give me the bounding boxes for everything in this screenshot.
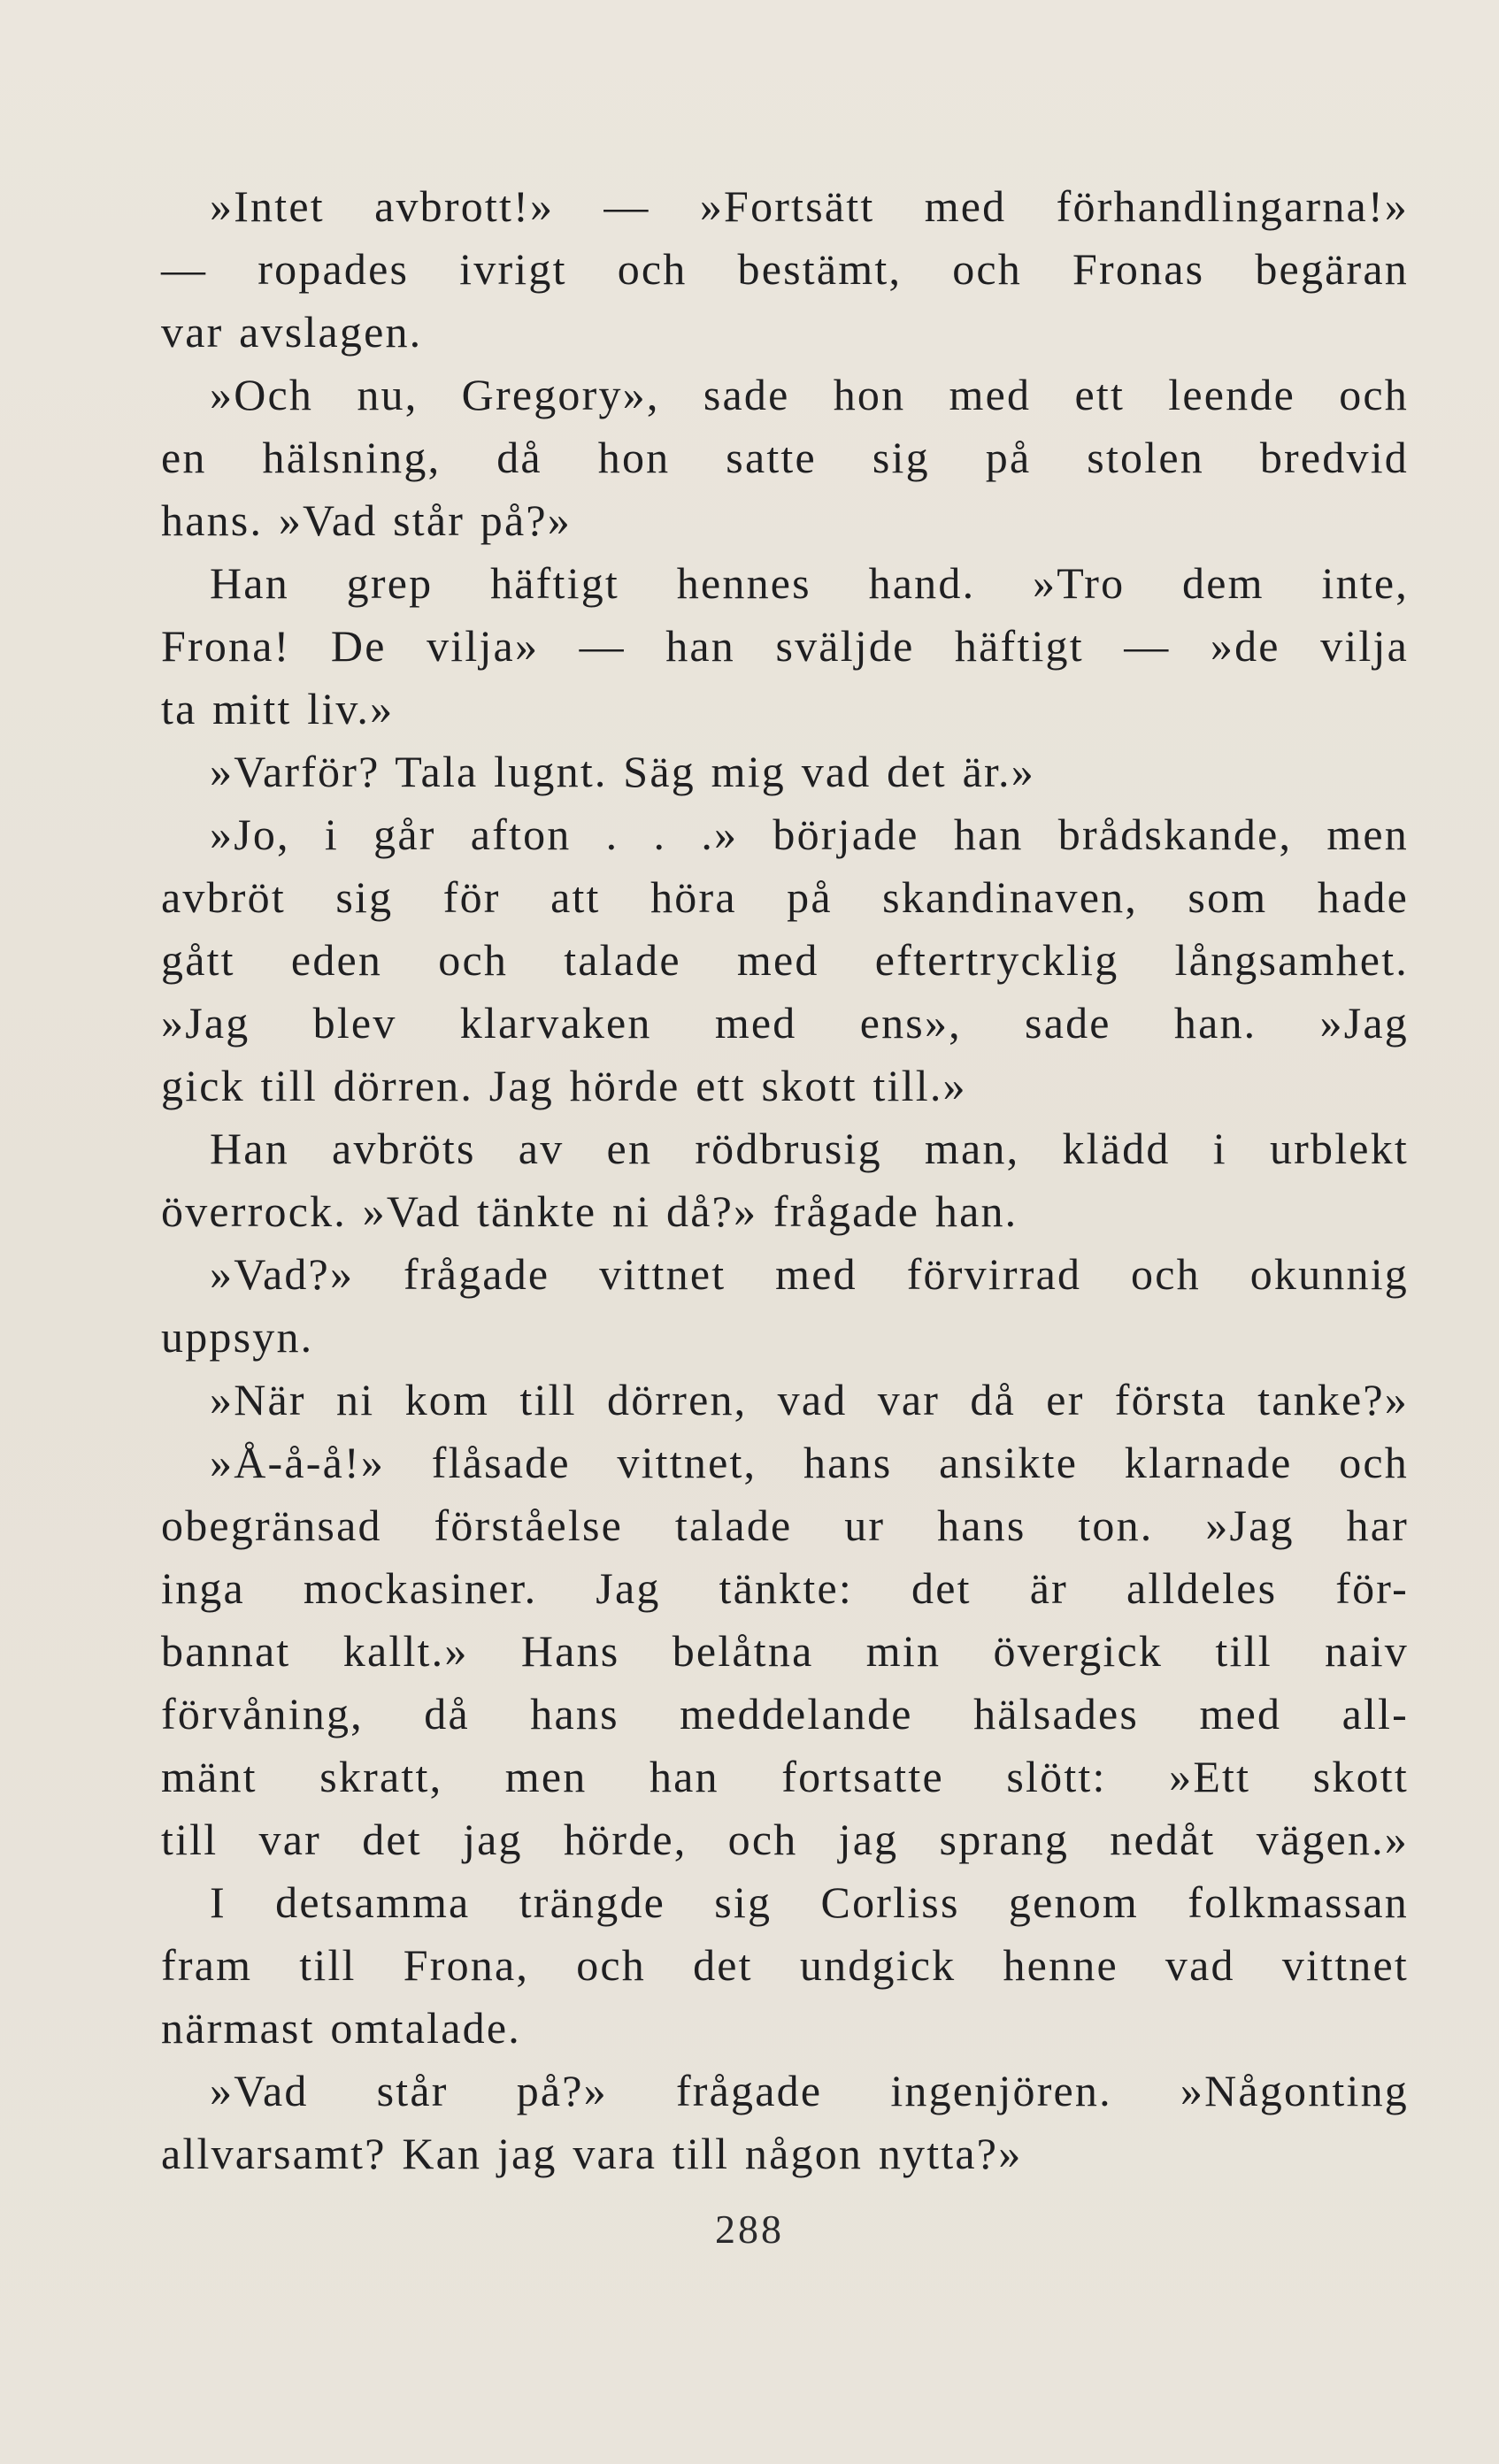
text-line: gick till dörren. Jag hörde ett skott till.» <box>161 1061 967 1110</box>
text-line: »Varför? Tala lugnt. Säg mig vad det är.» <box>210 747 1035 796</box>
text-line: obegränsad förståelse talade ur hans ton. »Jag har <box>161 1501 1409 1550</box>
text-line: fram till Frona, och det undgick henne vad vittnet <box>161 1940 1409 1990</box>
text-line: Han grep häftigt hennes hand. »Tro dem inte, <box>210 558 1409 608</box>
text-line: ta mitt liv.» <box>161 684 395 733</box>
text-line: »Och nu, Gregory», sade hon med ett leende och <box>210 370 1409 419</box>
text-line: Frona! De vilja» — han sväljde häftigt — »de vilja <box>161 621 1409 671</box>
text-line: — ropades ivrigt och bestämt, och Fronas begäran <box>161 244 1409 294</box>
text-line: avbröt sig för att höra på skandinaven, som hade <box>161 872 1409 922</box>
text-line: en hälsning, då hon satte sig på stolen bredvid <box>161 433 1409 482</box>
page-number: 288 <box>715 2207 784 2252</box>
text-line: Han avbröts av en rödbrusig man, klädd i urblekt <box>210 1124 1409 1173</box>
text-line: till var det jag hörde, och jag sprang nedåt vägen.» <box>161 1815 1409 1864</box>
text-line: gått eden och talade med eftertrycklig långsamhet. <box>161 935 1409 985</box>
text-line: hans. »Vad står på?» <box>161 495 572 545</box>
text-line: närmast omtalade. <box>161 2003 521 2053</box>
text-line: »Å-å-å!» flåsade vittnet, hans ansikte klarnade och <box>210 1438 1409 1487</box>
text-line: överrock. »Vad tänkte ni då?» frågade han. <box>161 1186 1019 1236</box>
text-line: »Intet avbrott!» — »Fortsätt med förhandlingarna!» <box>210 181 1409 231</box>
text-line: var avslagen. <box>161 307 423 357</box>
text-line: förvåning, då hans meddelande hälsades med all- <box>161 1689 1409 1739</box>
text-line: I detsamma trängde sig Corliss genom folkmassan <box>210 1877 1409 1927</box>
text-line: »Vad?» frågade vittnet med förvirrad och okunnig <box>210 1249 1409 1299</box>
text-line: »Jag blev klarvaken med ens», sade han. »Jag <box>161 998 1409 1048</box>
text-line: inga mockasiner. Jag tänkte: det är alldeles för- <box>161 1563 1409 1613</box>
text-line: bannat kallt.» Hans belåtna min övergick till naiv <box>161 1626 1409 1676</box>
text-line: uppsyn. <box>161 1312 314 1362</box>
text-line: mänt skratt, men han fortsatte slött: »Ett skott <box>161 1752 1409 1801</box>
body-text <box>161 175 1409 2185</box>
text-line: »När ni kom till dörren, vad var då er första tanke?» <box>210 1375 1409 1424</box>
text-line: »Vad står på?» frågade ingenjören. »Någonting <box>210 2066 1409 2115</box>
text-line: »Jo, i går afton . . .» började han brådskande, men <box>210 810 1409 859</box>
text-line: allvarsamt? Kan jag vara till någon nytta?» <box>161 2129 1023 2178</box>
